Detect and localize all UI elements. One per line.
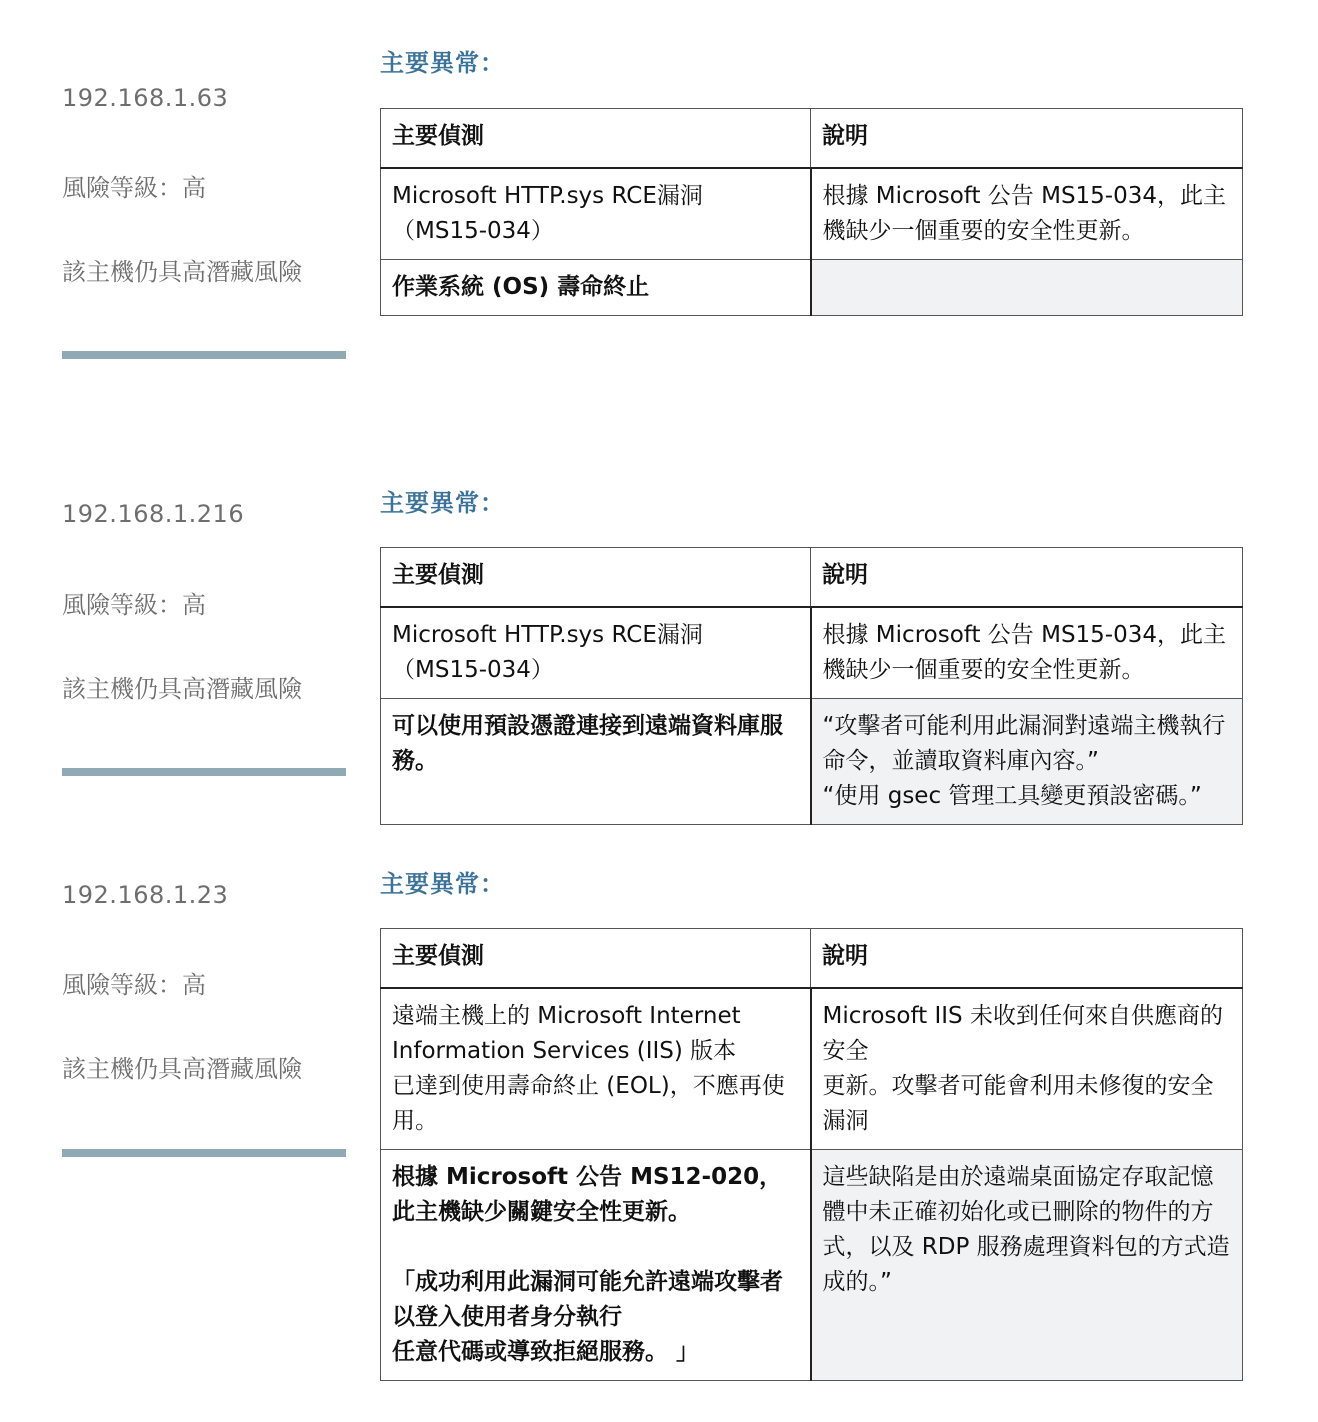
risk-note: 該主機仍具高潛藏風險 [62,675,302,703]
detection-cell: Microsoft HTTP.sys RCE漏洞 （MS15-034） [381,607,811,699]
column-header-detection: 主要偵測 [381,109,811,169]
risk-note: 該主機仍具高潛藏風險 [62,258,302,286]
column-header-description: 說明 [811,929,1243,989]
description-cell: 根據 Microsoft 公告 MS15-034，此主機缺少一個重要的安全性更新。 [811,607,1243,699]
findings-table [380,108,1243,316]
detection-cell: Microsoft HTTP.sys RCE漏洞 （MS15-034） [381,168,811,260]
host-ip: 192.168.1.23 [62,881,229,909]
table-header-row [381,548,1243,608]
risk-level: 風險等級：高 [62,174,206,202]
column-header-detection: 主要偵測 [381,548,811,608]
description-cell: 這些缺陷是由於遠端桌面協定存取記憶體中未正確初始化或已刪除的物件的方式，以及 RDP 服務處理資料包的方式造成的。” [811,1150,1243,1381]
host-ip: 192.168.1.216 [62,500,245,528]
detection-cell: 作業系統 (OS) 壽命終止 [381,260,811,316]
host-ip: 192.168.1.63 [62,84,229,112]
section-divider [62,351,346,359]
column-header-description: 說明 [811,548,1243,608]
table-row [381,1150,1243,1381]
section-divider [62,768,346,776]
description-cell [811,260,1243,316]
risk-note: 該主機仍具高潛藏風險 [62,1055,302,1083]
findings-heading: 主要異常： [380,49,505,77]
column-header-detection: 主要偵測 [381,929,811,989]
risk-level: 風險等級：高 [62,591,206,619]
detection-cell: 遠端主機上的 Microsoft Internet Information Services (IIS) 版本 已達到使用壽命終止 (EOL)，不應再使用。 [381,988,811,1150]
table-row [381,988,1243,1150]
findings-heading: 主要異常： [380,489,505,517]
table-row [381,260,1243,316]
column-header-description: 說明 [811,109,1243,169]
table-header-row [381,109,1243,169]
findings-table [380,928,1243,1381]
findings-table [380,547,1243,825]
detection-cell: 可以使用預設憑證連接到遠端資料庫服務。 [381,699,811,825]
table-header-row [381,929,1243,989]
table-row [381,607,1243,699]
findings-heading: 主要異常： [380,870,505,898]
description-cell: 根據 Microsoft 公告 MS15-034，此主機缺少一個重要的安全性更新。 [811,168,1243,260]
description-cell: Microsoft IIS 未收到任何來自供應商的安全 更新。攻擊者可能會利用未修復的安全漏洞 [811,988,1243,1150]
table-row [381,699,1243,825]
section-divider [62,1149,346,1157]
risk-level: 風險等級：高 [62,971,206,999]
table-row [381,168,1243,260]
description-cell: “攻擊者可能利用此漏洞對遠端主機執行命令，並讀取資料庫內容。” “使用 gsec 管理工具變更預設密碼。” [811,699,1243,825]
detection-cell: 根據 Microsoft 公告 MS12-020，此主機缺少關鍵安全性更新。 「成功利用此漏洞可能允許遠端攻擊者以登入使用者身分執行 任意代碼或導致拒絕服務。 」 [381,1150,811,1381]
